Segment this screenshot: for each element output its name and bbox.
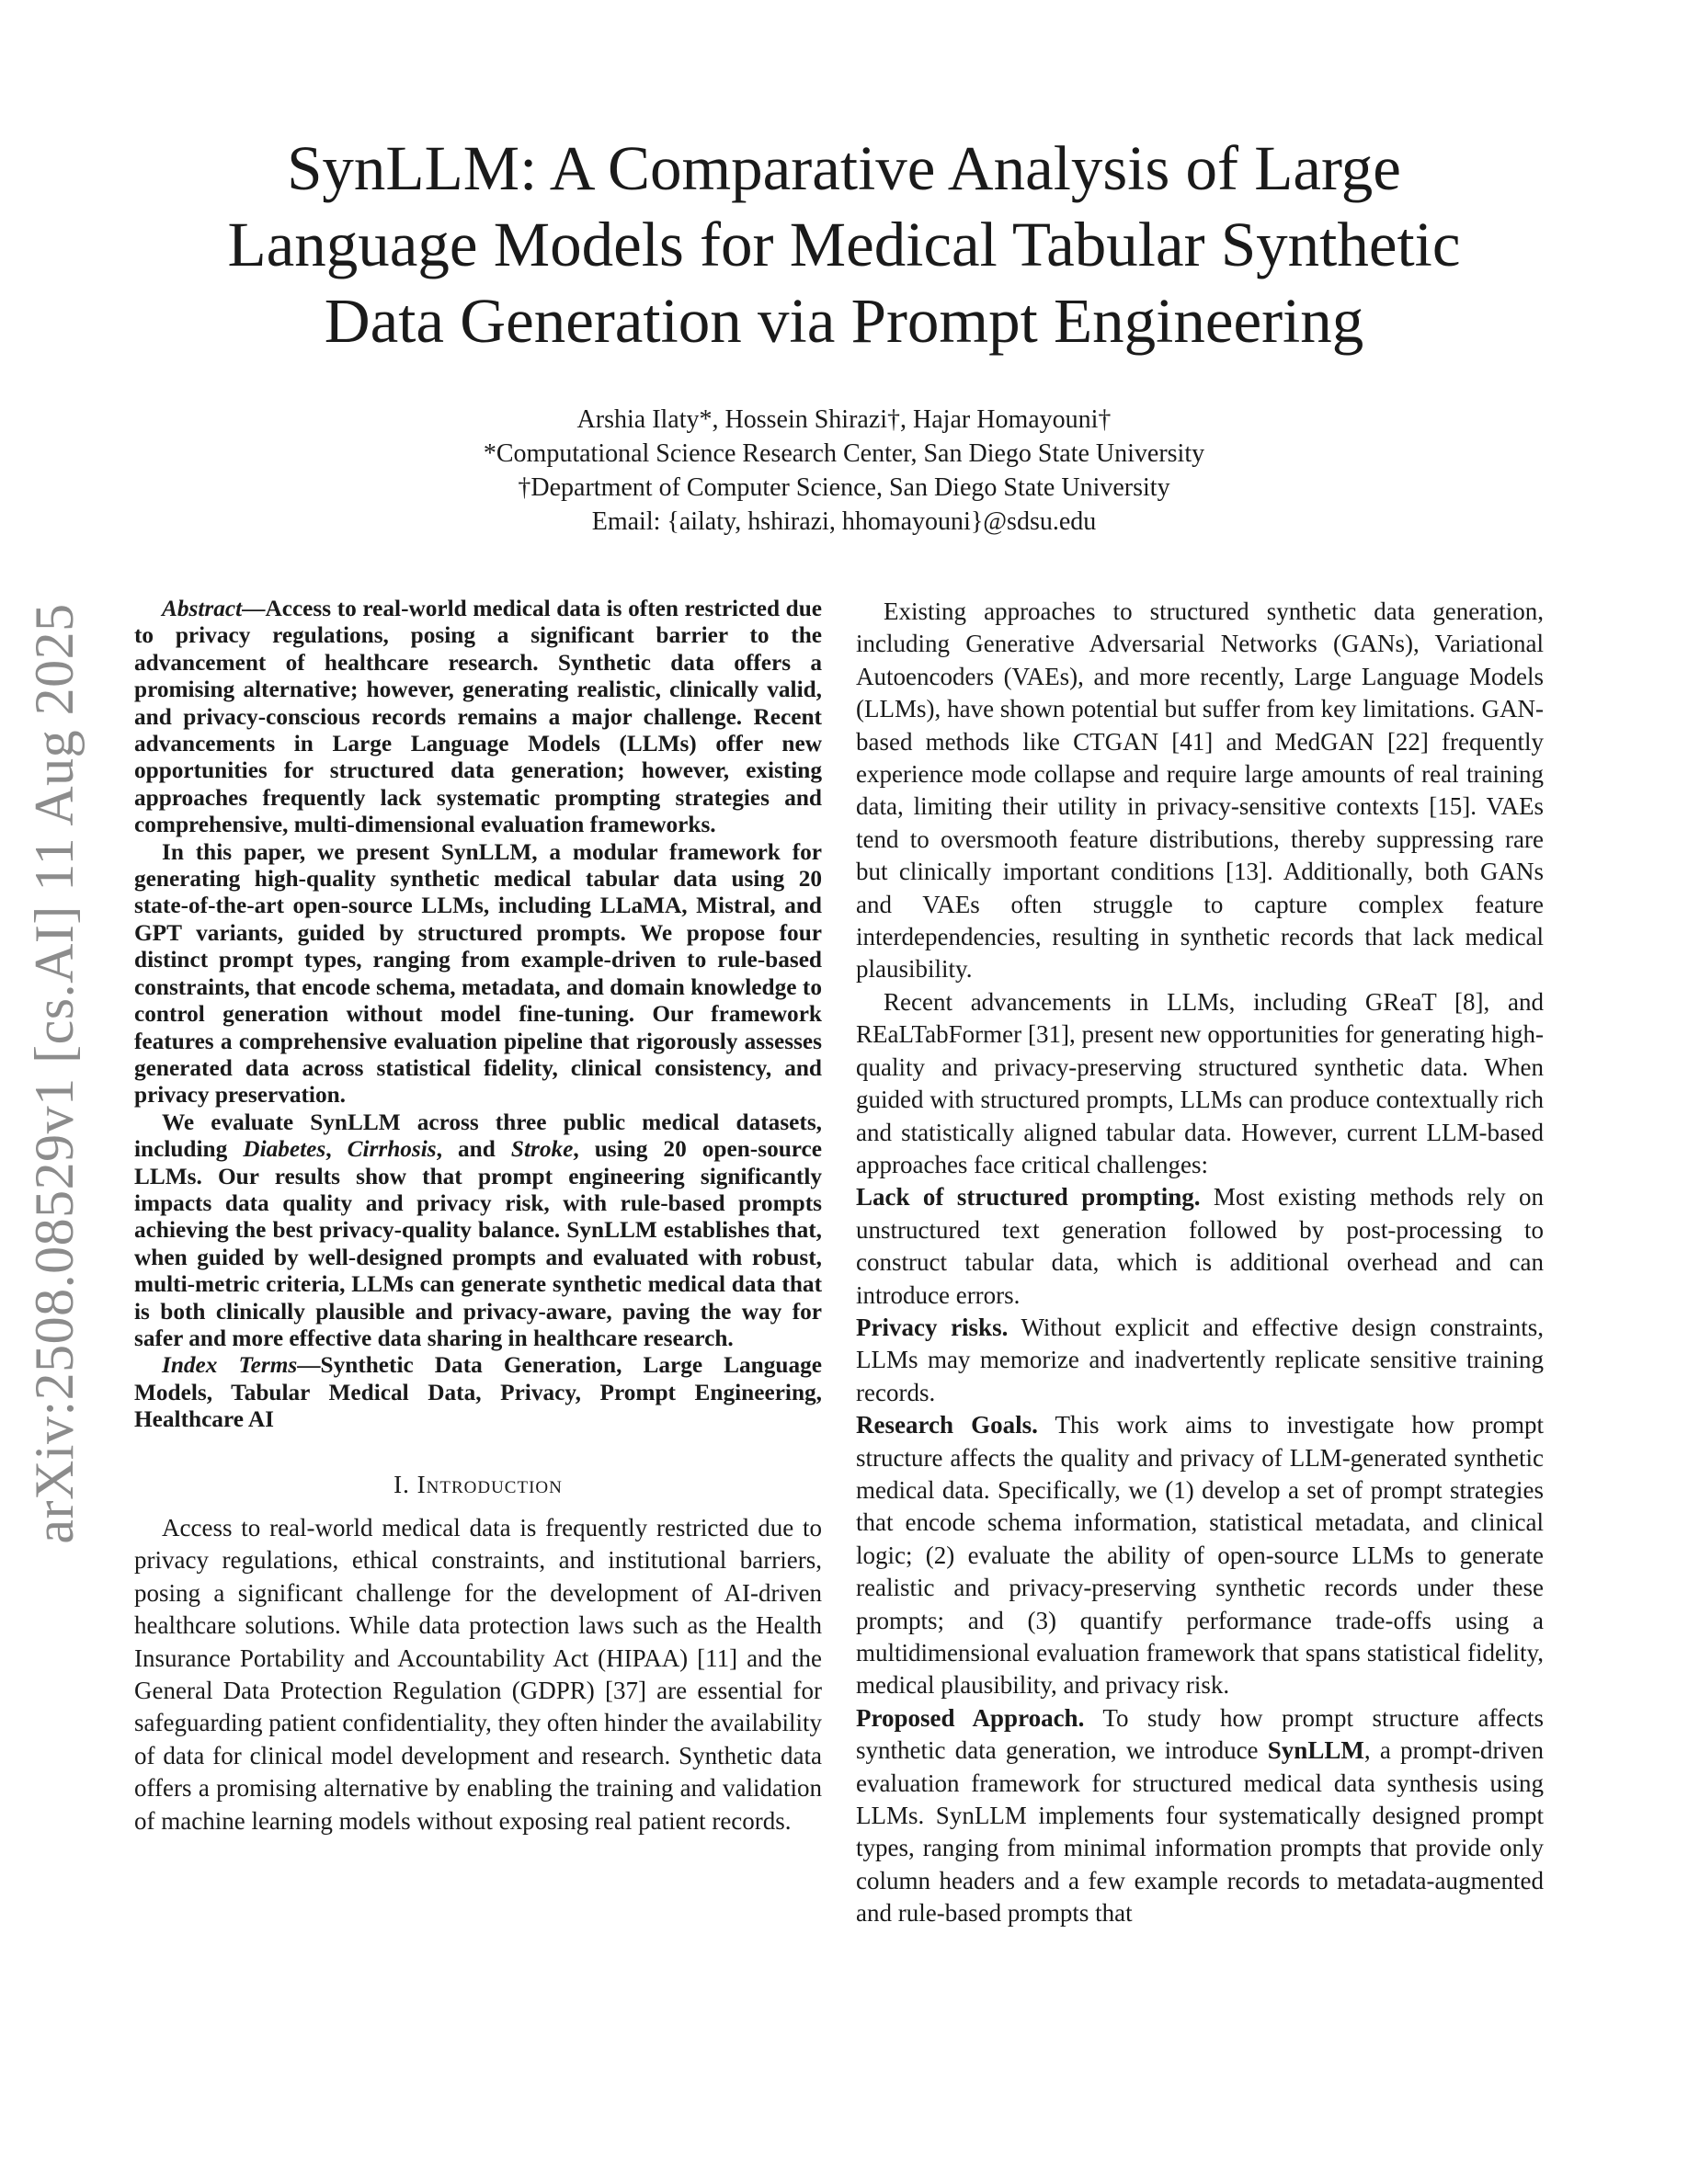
arxiv-identifier: arXiv:2508.08529v1 [cs.AI] 11 Aug 2025: [24, 603, 85, 1544]
right-paragraph-1: Existing approaches to structured synthetic data generation, including Generative Adversarial Networks (GANs), Variational Autoencoders (VAEs), and more recently, Large Language Models (LLMs), have shown potential but suffer from key limitations. GAN-based methods like CTGAN [41] and MedGAN [22] frequently experience mode collapse and require large amounts of real training data, limiting their utility in privacy-sensitive contexts [15]. VAEs tend to oversmooth feature distributions, thereby suppressing rare but clinically important conditions [13]. Additionally, both GANs and VAEs often struggle to capture complex feature interdependencies, resulting in synthetic records that lack medical plausibility.: [856, 597, 1544, 984]
title-line-1: SynLLM: A Comparative Analysis of Large: [287, 133, 1401, 203]
title-line-2: Language Models for Medical Tabular Synthetic: [227, 210, 1461, 279]
abstract-paragraph-2: In this paper, we present SynLLM, a modular framework for generating high-quality synthetic medical tabular data using 20 state-of-the-art open-source LLMs, including LLaMA, Mistral, and GPT variants, guided by structured prompts. We propose four distinct prompt types, ranging from example-driven to rule-based constraints, that encode schema, metadata, and domain knowledge to control generation without model fine-tuning. Our framework features a comprehensive evaluation pipeline that rigorously assesses generated data across statistical fidelity, clinical consistency, and privacy preservation.: [134, 838, 822, 1109]
paper-title: [138, 131, 1550, 359]
title-line-3: Data Generation via Prompt Engineering: [324, 286, 1364, 356]
research-goals: Research Goals. This work aims to investigate how prompt structure affects the quality and privacy of LLM-generated synthetic medical data. Specifically, we (1) develop a set of prompt strategies that encode schema information, statistical metadata, and clinical logic; (2) evaluate the ability of open-source LLMs to generate realistic and privacy-preserving synthetic records under these prompts; and (3) quantify performance trade-offs using a multidimensional evaluation framework that spans statistical fidelity, medical plausibility, and privacy risk.: [856, 1411, 1544, 1700]
author-names: Arshia Ilaty*, Hossein Shirazi†, Hajar Homayouni†: [576, 405, 1112, 434]
right-column: [856, 596, 1544, 1930]
author-email: Email: {ailaty, hshirazi, hhomayouni}@sdsu.edu: [591, 507, 1097, 536]
affiliation-2: †Department of Computer Science, San Diego State University: [518, 473, 1170, 502]
abstract-paragraph-3: We evaluate SynLLM across three public medical datasets, including Diabetes, Cirrhosis, and Stroke, using 20 open-source LLMs. Our results show that prompt engineering significantly impacts data quality and privacy risk, with rule-based prompts achieving the best privacy-quality balance. SynLLM establishes that, when guided by well-designed prompts and evaluated with robust, multi-metric criteria, LLMs can generate synthetic medical data that is both clinically plausible and privacy-aware, paving the way for safer and more effective data sharing in healthcare research.: [134, 1109, 823, 1351]
privacy-risks: Privacy risks. Without explicit and effective design constraints, LLMs may memorize and inadvertently replicate sensitive training records.: [856, 1313, 1545, 1406]
abstract-paragraph-1: Abstract—Access to real-world medical data is often restricted due to privacy regulations, posing a significant barrier to the advancement of healthcare research. Synthetic data offers a promising alternative; however, generating realistic, clinically valid, and privacy-conscious records remains a major challenge. Recent advancements in Large Language Models (LLMs) offer new opportunities for structured data generation; however, existing approaches frequently lack systematic prompting strategies and comprehensive, multi-dimensional evaluation frameworks.: [134, 596, 822, 838]
intro-paragraph-1: Access to real-world medical data is frequently restricted due to privacy regulations, ethical constraints, and institutional barriers, posing a significant challenge for the development of AI-driven healthcare solutions. While data protection laws such as the Health Insurance Portability and Accountability Act (HIPAA) [11] and the General Data Protection Regulation (GDPR) [37] are essential for safeguarding patient confidentiality, they often hinder the availability of data for clinical model development and research. Synthetic data offers a promising alternative by enabling the training and validation of machine learning models without exposing real patient records.: [134, 1514, 822, 1835]
lack-structured-prompting: Lack of structured prompting. Most existing methods rely on unstructured text generation followed by post-processing to construct tabular data, which is additional overhead and can introduce errors.: [856, 1183, 1544, 1309]
abstract-label: Abstract: [162, 596, 243, 621]
left-column: [134, 596, 822, 1837]
right-paragraph-2: Recent advancements in LLMs, including GReaT [8], and REaLTabFormer [31], present new opportunities for generating high-quality and privacy-preserving structured synthetic data. When guided with structured prompts, LLMs can produce contextually rich and statistically aligned tabular data. However, current LLM-based approaches face critical challenges:: [856, 987, 1544, 1178]
abstract: [134, 596, 822, 1434]
proposed-approach: Proposed Approach. To study how prompt structure affects synthetic data generation, we introduce SynLLM, a prompt-driven evaluation framework for structured medical data synthesis using LLMs. SynLLM implements four systematically designed prompt types, ranging from minimal information prompts that provide only column headers and a few example records to metadata-augmented and rule-based prompts that: [856, 1703, 1544, 1928]
affiliation-1: *Computational Science Research Center, San Diego State University: [483, 439, 1205, 468]
author-block: [138, 403, 1550, 539]
section-heading-introduction: I. Introduction: [393, 1470, 563, 1498]
index-terms-label: Index Terms: [162, 1352, 298, 1379]
index-terms: Index Terms—Synthetic Data Generation, Large Language Models, Tabular Medical Data, Privacy, Prompt Engineering, Healthcare AI: [134, 1352, 822, 1433]
